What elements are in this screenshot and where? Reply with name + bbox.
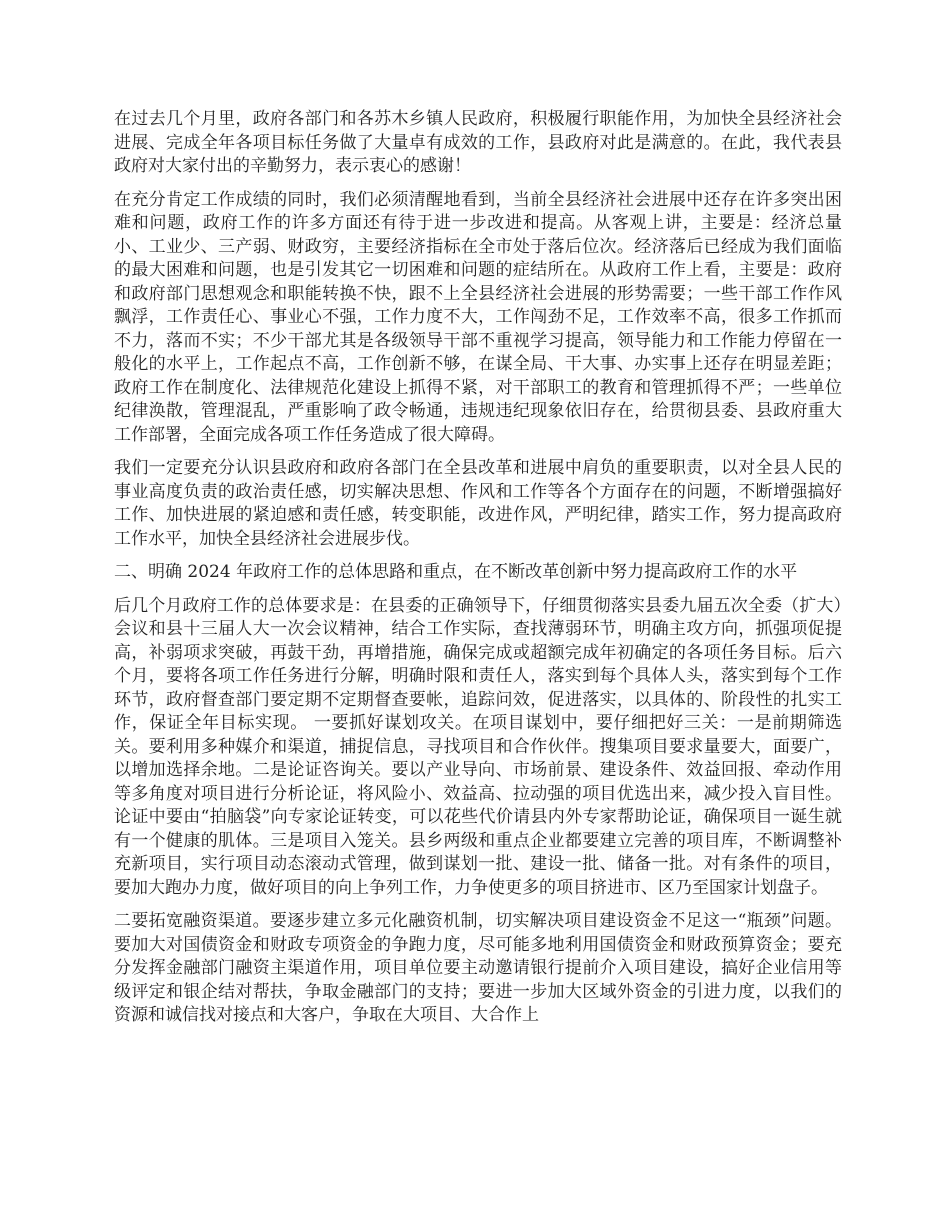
- paragraph-problems: 在充分肯定工作成绩的同时，我们必须清醒地看到，当前全县经济社会进展中还存在许多突出困难和问题，政府工作的许多方面还有待于进一步改进和提高。从客观上讲，主要是：经济总量小、工业少、三产弱、财政穷，主要经济指标在全市处于落后位次。经济落后已经成为我们面临的最大困难和问题，也是引发其它一切困难和问题的症结所在。从政府工作上看，主要是：政府和政府部门思想观念和职能转换不快，跟不上全县经济社会进展的形势需要；一些干部工作作风飘浮，工作责任心、事业心不强，工作力度不大，工作闯劲不足，工作效率不高，很多工作抓而不力，落而不实；不少干部尤其是各级领导干部不重视学习提高，领导能力和工作能力停留在一般化的水平上，工作起点不高，工作创新不够，在谋全局、干大事、办实事上还存在明显差距；政府工作在制度化、法律规范化建设上抓得不紧，对干部职工的教育和管理抓得不严；一些单位纪律涣散，管理混乱，严重影响了政令畅通，违规违纪现象依旧存在，给贯彻县委、县政府重大工作部署，全面完成各项工作任务造成了很大障碍。: [114, 189, 842, 445]
- paragraph-overall-requirements: 后几个月政府工作的总体要求是：在县委的正确领导下，仔细贯彻落实县委九届五次全委（扩大）会议和县十三届人大一次会议精神，结合工作实际，查找薄弱环节，明确主攻方向，抓强项促提高，补弱项求突破，再鼓干劲，再增措施，确保完成或超额完成年初确定的各项任务目标。后六个月，要将各项工作任务进行分解，明确时限和责任人，落实到每个具体人头，落实到每个工作环节，政府督查部门要定期不定期督查要帐，追踪问效，促进落实，以具体的、阶段性的扎实工作，保证全年目标实现。 一要抓好谋划攻关。在项目谋划中，要仔细把好三关：一是前期筛选关。要利用多种媒介和渠道，捕捉信息，寻找项目和合作伙伴。搜集项目要求量要大，面要广，以增加选择余地。二是论证咨询关。要以产业导向、市场前景、建设条件、效益回报、牵动作用等多角度对项目进行分析论证，将风险小、效益高、拉动强的项目优选出来，减少投入盲目性。论证中要由“拍脑袋”向专家论证转变，可以花些代价请县内外专家帮助论证，确保项目一诞生就有一个健康的肌体。三是项目入笼关。县乡两级和重点企业都要建立完善的项目库，不断调整补充新项目，实行项目动态滚动式管理，做到谋划一批、建设一批、储备一批。对有条件的项目，要加大跑办力度，做好项目的向上争列工作，力争使更多的项目挤进市、区乃至国家计划盘子。: [114, 595, 842, 898]
- document-body: [114, 108, 842, 1038]
- paragraph-financing: 二要拓宽融资渠道。要逐步建立多元化融资机制，切实解决项目建设资金不足这一“瓶颈”问题。要加大对国债资金和财政专项资金的争跑力度，尽可能多地利用国债资金和财政预算资金；要充分发挥金融部门融资主渠道作用，项目单位要主动邀请银行提前介入项目建设，搞好企业信用等级评定和银企结对帮扶，争取金融部门的支持；要进一步加大区域外资金的引进力度，以我们的资源和诚信找对接点和大客户，争取在大项目、大合作上: [114, 911, 842, 1025]
- paragraph-responsibility: 我们一定要充分认识县政府和政府各部门在全县改革和进展中肩负的重要职责，以对全县人民的事业高度负责的政治责任感，切实解决思想、作风和工作等各个方面存在的问题，不断增强搞好工作、加快进展的紧迫感和责任感，转变职能，改进作风，严明纪律，踏实工作，努力提高政府工作水平，加快全县经济社会进展步伐。: [114, 458, 842, 549]
- section-heading: 二、明确 2024 年政府工作的总体思路和重点，在不断改革创新中努力提高政府工作的水平: [114, 562, 798, 582]
- paragraph-thanks: 在过去几个月里，政府各部门和各苏木乡镇人民政府，积极履行职能作用，为加快全县经济社会进展、完成全年各项目标任务做了大量卓有成效的工作，县政府对此是满意的。在此，我代表县政府对大家付出的辛勤努力，表示衷心的感谢！: [114, 109, 842, 176]
